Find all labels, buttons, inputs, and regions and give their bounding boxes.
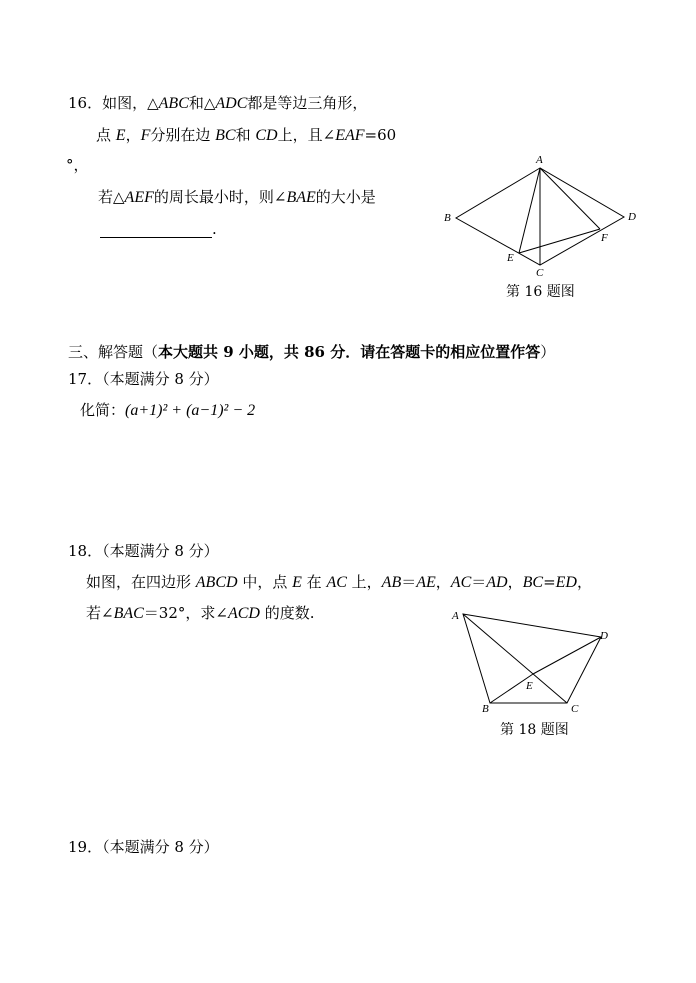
q18-var: BC bbox=[522, 574, 544, 591]
q16-text: ， bbox=[125, 126, 141, 144]
q16-text: 和 bbox=[235, 126, 256, 144]
q16-line3: °， bbox=[66, 156, 89, 174]
q18-var: AB bbox=[381, 574, 402, 591]
fig16-label-e: E bbox=[507, 252, 514, 264]
fig18-label-c: C bbox=[571, 703, 579, 715]
q17-points: （本题满分 8 分） bbox=[102, 370, 219, 388]
section3-prefix: 三、解答题（ bbox=[68, 343, 159, 361]
q16-text: . bbox=[212, 220, 217, 238]
fig16-label-b: B bbox=[444, 212, 451, 224]
q18-points: （本题满分 8 分） bbox=[102, 542, 219, 560]
q16-text: 都是等边三角形， bbox=[247, 94, 368, 112]
q18-text: 中，点 bbox=[237, 573, 293, 591]
q16-text: 的大小是 bbox=[315, 188, 376, 206]
q16-text: 点 bbox=[96, 126, 116, 144]
q18-text: ＝ bbox=[471, 573, 487, 591]
figure-16-caption: 第 16 题图 bbox=[506, 284, 575, 300]
q18-text: 在 bbox=[301, 573, 327, 591]
q19-heading bbox=[68, 838, 219, 856]
q18-var: BAC bbox=[113, 605, 144, 622]
q18-text: 如图，在四边形 bbox=[86, 573, 196, 591]
q16-text: 上，且∠ bbox=[277, 126, 336, 144]
q16-text: 若△ bbox=[98, 188, 125, 206]
q18-var: E bbox=[292, 574, 302, 591]
q16-text: 和△ bbox=[188, 94, 216, 112]
fig16-label-d: D bbox=[628, 211, 636, 223]
q16-var: BAE bbox=[286, 189, 316, 206]
q16-text: =60 bbox=[364, 126, 397, 144]
q16-var: E bbox=[115, 127, 126, 144]
q18-text: ， bbox=[435, 573, 451, 591]
q17-expression: (a+1)² + (a−1)² − 2 bbox=[125, 402, 256, 419]
q18-text: ， bbox=[576, 573, 592, 591]
q18-var: ABCD bbox=[195, 574, 238, 591]
q16-var: AEF bbox=[124, 189, 154, 206]
q18-text: ， bbox=[507, 573, 523, 591]
q18-text: 的度数. bbox=[259, 604, 315, 622]
q18-text: = bbox=[543, 573, 556, 591]
q16-var: EAF bbox=[335, 127, 365, 144]
fig18-label-d: D bbox=[600, 630, 608, 642]
q19-points: （本题满分 8 分） bbox=[102, 838, 219, 856]
figure-18-caption: 第 18 题图 bbox=[500, 722, 569, 738]
q18-text: 上， bbox=[346, 573, 382, 591]
q16-var: ABC bbox=[158, 95, 189, 112]
fig18-label-b: B bbox=[482, 703, 489, 715]
q17-prefix: 化简： bbox=[80, 401, 126, 419]
q16-var: CD bbox=[255, 127, 278, 144]
section3-instructions: 本大题共 9 小题，共 86 分．请在答题卡的相应位置作答 bbox=[158, 343, 541, 361]
q16-var: F bbox=[140, 127, 151, 144]
q18-var: AC bbox=[326, 574, 347, 591]
q18-text: ＝ bbox=[401, 573, 417, 591]
fig18-label-a: A bbox=[452, 610, 459, 622]
q18-var: AE bbox=[416, 574, 436, 591]
q18-var: ACD bbox=[227, 605, 260, 622]
q18-var: ED bbox=[555, 574, 577, 591]
fig16-label-c: C bbox=[536, 267, 544, 279]
q16-text: 如图，△ bbox=[102, 94, 159, 112]
fig18-segment-ed bbox=[533, 637, 601, 674]
q17-number: 17． bbox=[68, 370, 103, 388]
q16-text: 分别在边 bbox=[150, 126, 216, 144]
q18-text: 若∠ bbox=[86, 604, 114, 622]
fig18-diagonal-ac bbox=[463, 614, 567, 703]
fig16-label-f: F bbox=[601, 232, 608, 244]
fig16-label-a: A bbox=[536, 154, 543, 166]
q18-var: AC bbox=[450, 574, 472, 591]
q16-var: BC bbox=[215, 127, 236, 144]
q16-number: 16． bbox=[68, 94, 103, 112]
q16-text: 的周长最小时，则∠ bbox=[153, 188, 287, 206]
q16-var: ADC bbox=[215, 95, 248, 112]
q18-text: ＝32°，求∠ bbox=[143, 604, 228, 622]
q19-number: 19． bbox=[68, 838, 103, 856]
q18-var: AD bbox=[486, 574, 508, 591]
q18-number: 18． bbox=[68, 542, 103, 560]
fig18-label-e: E bbox=[526, 680, 533, 692]
section3-suffix: ） bbox=[540, 343, 556, 361]
